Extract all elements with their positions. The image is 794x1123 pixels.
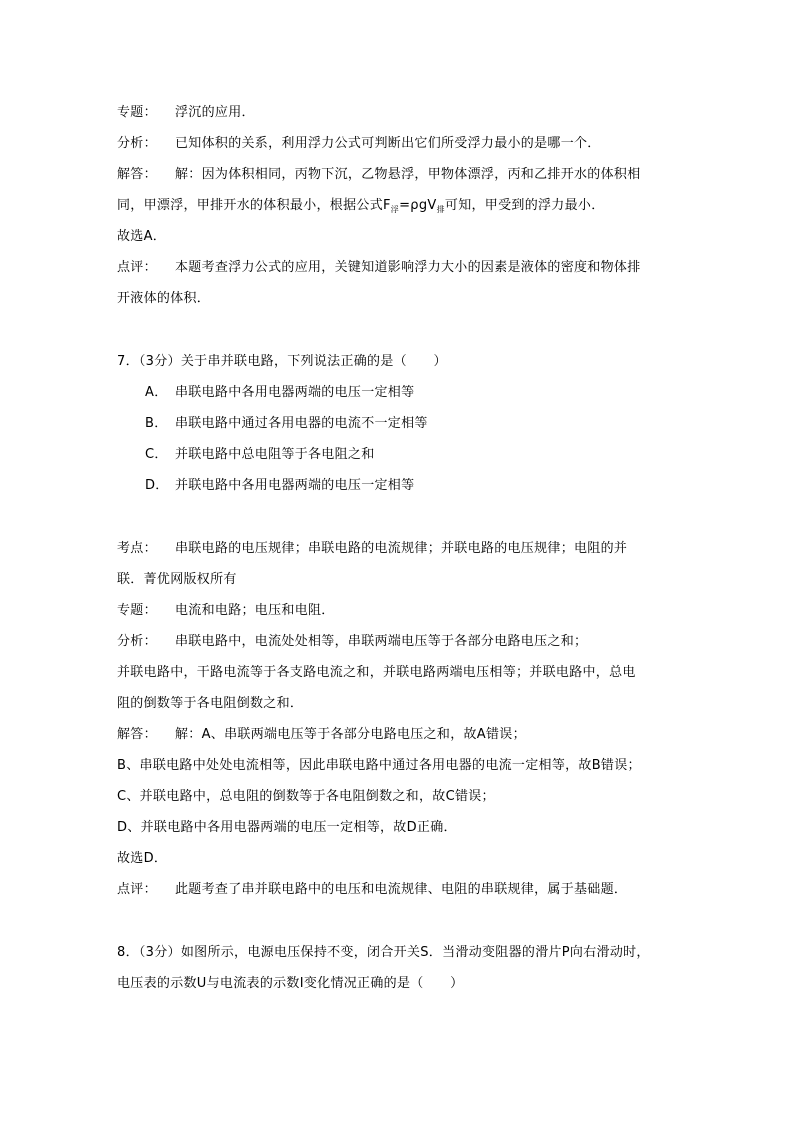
- q7-option-b[interactable]: [145, 416, 428, 432]
- answer-text-part: 同，甲漂浮，甲排开水的体积最小，根据公式F: [117, 198, 391, 213]
- q8-stem-line1: 8．（3分）如图所示，电源电压保持不变，闭合开关S．当滑动变阻器的滑片P向右滑动时，: [117, 945, 650, 960]
- kaodian-text: 串联电路的电压规律；串联电路的电流规律；并联电路的电压规律；电阻的并: [175, 541, 628, 556]
- q7-comment-row: [117, 882, 627, 898]
- q7-kaodian-row: [117, 541, 627, 557]
- option-text: 并联电路中各用电器两端的电压一定相等: [175, 478, 415, 493]
- option-text: 串联电路中各用电器两端的电压一定相等: [175, 385, 415, 400]
- topic-text: 浮沉的应用．: [175, 105, 255, 120]
- q7-option-c[interactable]: [145, 447, 375, 463]
- answer-text: 解：A、串联两端电压等于各部分电路电压之和，故A错误；: [175, 727, 526, 742]
- q7-analysis-line3: 阻的倒数等于各电阻倒数之和．: [117, 696, 304, 711]
- topic-label: 专题：: [117, 105, 157, 120]
- q6-comment-line2: 开液体的体积．: [117, 291, 211, 306]
- topic-text: 电流和电路；电压和电阻．: [175, 603, 335, 618]
- q7-answer-row: [117, 727, 526, 743]
- analysis-text: 已知体积的关系，利用浮力公式可判断出它们所受浮力最小的是哪一个．: [175, 136, 601, 151]
- comment-text: 本题考查浮力公式的应用，关键知道影响浮力大小的因素是液体的密度和物体排: [175, 260, 641, 275]
- q7-analysis-row: [117, 634, 587, 650]
- answer-text-part: 可知，甲受到的浮力最小．: [444, 198, 605, 213]
- q6-answer-line2: [117, 198, 605, 218]
- analysis-label: 分析：: [117, 136, 157, 151]
- q6-analysis-row: [117, 136, 601, 152]
- q7-option-d[interactable]: [145, 478, 414, 494]
- q7-choice: 故选D．: [117, 851, 168, 866]
- q6-choice: 故选A．: [117, 229, 167, 244]
- comment-text: 此题考查了串并联电路中的电压和电流规律、电阻的串联规律，属于基础题．: [175, 882, 628, 897]
- q7-answer-line4: D、并联电路中各用电器两端的电压一定相等，故D正确．: [117, 820, 457, 835]
- q6-comment-row: [117, 260, 641, 276]
- q7-analysis-line2: 并联电路中，干路电流等于各支路电流之和，并联电路两端电压相等；并联电路中，总电: [117, 665, 636, 680]
- q7-answer-line3: C、并联电路中，总电阻的倒数等于各电阻倒数之和，故C错误；: [117, 789, 495, 804]
- q7-stem: 7．（3分）关于串并联电路，下列说法正确的是（ ）: [117, 354, 447, 369]
- q6-answer-row: [117, 167, 641, 183]
- option-text: 串联电路中通过各用电器的电流不一定相等: [175, 416, 428, 431]
- answer-label: 解答：: [117, 727, 157, 742]
- comment-label: 点评：: [117, 260, 157, 275]
- topic-label: 专题：: [117, 603, 157, 618]
- analysis-label: 分析：: [117, 634, 157, 649]
- option-letter: C．: [145, 447, 168, 462]
- q7-option-a[interactable]: [145, 385, 414, 401]
- q7-answer-line2: B、串联电路中处处电流相等，因此串联电路中通过各用电器的电流一定相等，故B错误；: [117, 758, 641, 773]
- option-letter: D．: [145, 478, 169, 493]
- q7-topic-row: [117, 603, 335, 619]
- answer-label: 解答：: [117, 167, 157, 182]
- q7-kaodian-line2: 联．菁优网版权所有: [117, 572, 237, 587]
- kaodian-label: 考点：: [117, 541, 157, 556]
- q8-stem-line2: 电压表的示数U与电流表的示数I变化情况正确的是（ ）: [117, 976, 464, 991]
- answer-text-part: =ρgV: [399, 198, 437, 213]
- subscript: 排: [436, 205, 445, 214]
- option-text: 并联电路中总电阻等于各电阻之和: [175, 447, 375, 462]
- q6-topic-row: [117, 105, 255, 121]
- answer-text: 解：因为体积相同，丙物下沉，乙物悬浮，甲物体漂浮，丙和乙排开水的体积相: [175, 167, 641, 182]
- comment-label: 点评：: [117, 882, 157, 897]
- subscript: 浮: [390, 205, 400, 214]
- option-letter: A．: [145, 385, 168, 400]
- option-letter: B．: [145, 416, 168, 431]
- analysis-text: 串联电路中，电流处处相等，串联两端电压等于各部分电路电压之和；: [175, 634, 588, 649]
